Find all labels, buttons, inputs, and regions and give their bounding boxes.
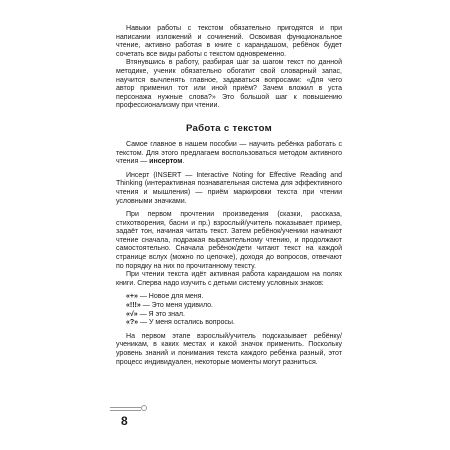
footer-rule xyxy=(110,410,141,411)
intro-end: . xyxy=(182,158,185,166)
paragraph-insert-definition: Инсерт (INSERT — Interactive Noting for Effective Reading and Thinking (интерактивная познавательная система для эффективного чтения и мышления) — приём маркировки текста при чтении условными значками. xyxy=(116,171,342,205)
legend-item xyxy=(126,293,342,302)
legend-item xyxy=(126,319,342,328)
legend-mark: «√» xyxy=(126,310,138,318)
footer-circle-ornament xyxy=(141,405,147,411)
page-number: 8 xyxy=(121,414,128,428)
legend-mark: «!!!» xyxy=(126,302,141,310)
legend-text: — Это меня удивило. xyxy=(140,302,213,310)
legend-text: — Я это знал. xyxy=(137,310,185,318)
paragraph-pencil-work: При чтении текста идёт активная работа карандашом на полях книги. Сперва надо изучить с детьми систему условных знаков: xyxy=(116,271,342,287)
legend-mark: «?» xyxy=(126,319,139,327)
legend-text: — У меня остались вопросы. xyxy=(138,319,235,327)
legend-item xyxy=(126,311,342,320)
intro-text: Самое главное в нашем пособии — научить ребёнка работать с текстом. Для этого предлагаем воспользоваться методом активного чтения — xyxy=(116,140,342,166)
footer-rule xyxy=(110,407,141,408)
legend-text: — Новое для меня. xyxy=(137,293,204,301)
paragraph-first-reading: При первом прочтении произведения (сказки, рассказа, стихотворения, басни и пр.) взрослый/учитель показывает пример, задаёт тон, начиная читать текст. Затем ребёнок/ученики начинают чтение сначала, подражая выразительному чтению, и продолжают самостоятельно. Сначала ребёнок/дети читают текст на каждой странице вслух (можно по цепочке), доходя до вопросов, отвечают по порядку на них по прочитанному тексту. xyxy=(116,211,342,270)
paragraph-first-stage: На первом этапе взрослый/учитель подсказывает ребёнку/ученикам, в каких местах и какой значок применить. Поскольку уровень знаний и понимания текста каждого ребёнка разный, этот процесс индивидуален, некоторые моменты могут разниться. xyxy=(116,332,342,366)
legend-mark: «+» xyxy=(126,293,138,301)
paragraph-intro xyxy=(116,141,342,167)
marks-legend xyxy=(116,293,342,327)
intro-bold-term: инсертом xyxy=(149,158,183,166)
page-content xyxy=(116,25,342,367)
paragraph-skills: Навыки работы с текстом обязательно пригодятся и при написании изложений и сочинений. Освоивая функциональное чтение, активно работая в книге с карандашом, ребёнок будет сочетать все виды работы с текстом одновременно. xyxy=(116,25,342,58)
paragraph-method: Втянувшись в работу, разбирая шаг за шагом текст по данной методике, ученик обязательно обогатит свой словарный запас, научится вычленять главное, задаваться вопросами: «Для чего автор применил тот или иной приём? Зачем вложил в уста персонажа нужные слова?» Это большой шаг к повышению профессионализму при чтении. xyxy=(116,59,342,110)
legend-item xyxy=(126,302,342,311)
section-heading: Работа с текстом xyxy=(185,122,273,134)
